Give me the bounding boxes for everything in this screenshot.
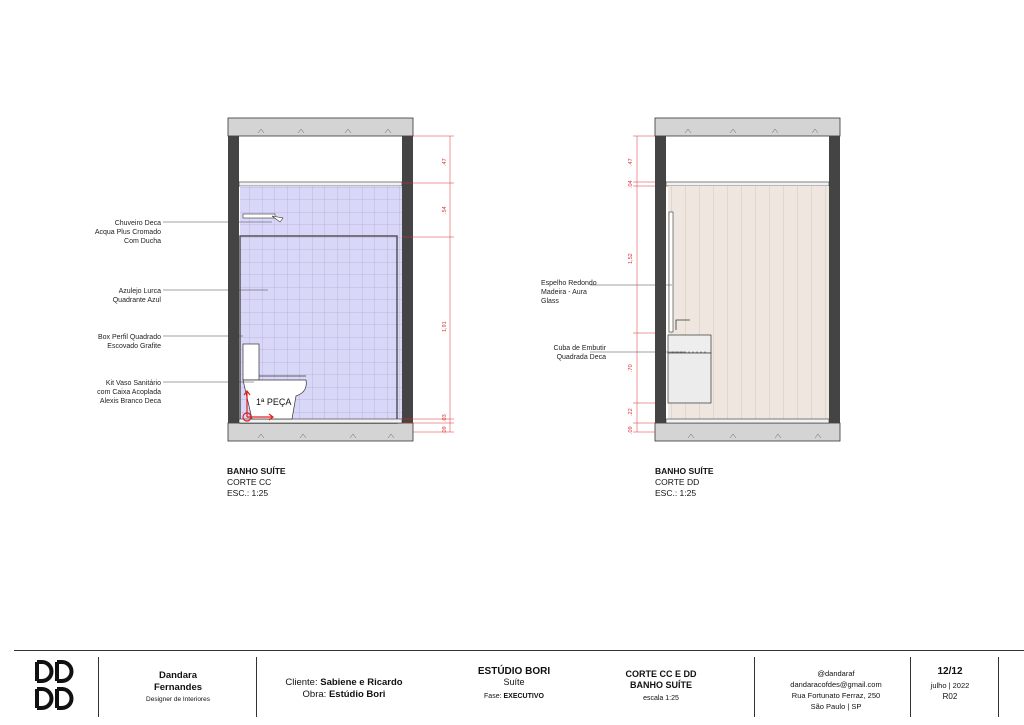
cc-dim-1: .47 — [442, 158, 448, 166]
sheet-scale: escala 1:25 — [643, 695, 679, 702]
dd-caption-title: BANHO SUÍTE — [655, 466, 714, 476]
cc-floor-slab — [228, 423, 413, 441]
dd-dim-3: 1,52 — [628, 253, 634, 264]
contact-address: Rua Fortunato Ferraz, 250 — [791, 691, 881, 700]
project-title: ESTÚDIO BORI — [477, 666, 551, 677]
dd-dim-6: .09 — [628, 426, 634, 434]
client-label: Cliente: — [285, 677, 318, 688]
dd-ceiling-slab — [655, 118, 840, 136]
issue-date: julho | 2022 — [930, 681, 970, 690]
contact-handle: @dandaraf — [817, 669, 855, 678]
cc-caption-scale: ESC.: 1:25 — [227, 488, 269, 498]
client-value: Sabiene e Ricardo — [320, 677, 403, 688]
dd-floor-slab — [655, 423, 840, 441]
project-room: Suíte — [503, 677, 525, 687]
work-value: Estúdio Bori — [328, 689, 386, 700]
client-line — [264, 677, 424, 689]
phase-value: EXECUTIVO — [503, 693, 544, 700]
phase-line — [454, 691, 574, 702]
work-line — [264, 689, 424, 701]
label-espelho: Espelho Redondo Madeira - Aura Glass — [541, 280, 597, 305]
designer-name: Dandara Fernandes — [153, 670, 203, 693]
page-number: 12/12 — [937, 666, 963, 677]
dd-dim-5: .22 — [628, 408, 634, 416]
label-box: Box Perfil Quadrado Escovado Grafite — [97, 334, 161, 350]
label-cuba: Cuba de Embutir Quadrada Deca — [553, 345, 606, 361]
revision: R02 — [942, 692, 958, 701]
cc-dim-5: .09 — [442, 426, 448, 434]
work-label: Obra: — [302, 689, 327, 700]
cc-caption-title: BANHO SUÍTE — [227, 466, 286, 476]
sheet-title-block — [596, 669, 726, 704]
designer-block — [110, 670, 246, 705]
cc-dim-3: 1,91 — [442, 321, 448, 332]
dd-left-wall — [655, 136, 666, 423]
label-vaso: Kit Vaso Sanitário com Caixa Acoplada Alexis Branco Deca — [97, 380, 161, 405]
cc-left-wall — [228, 136, 239, 423]
cc-right-wall — [402, 136, 413, 423]
label-chuveiro: Chuveiro Deca Acqua Plus Cromado Com Ducha — [94, 220, 161, 245]
dd-right-wall — [829, 136, 840, 423]
label-azulejo: Azulejo Lurca Quadrante Azul — [112, 288, 161, 304]
designer-role: Designer de Interiores — [146, 696, 210, 703]
phase-label: Fase: — [484, 693, 502, 700]
dd-caption — [655, 466, 714, 499]
dd-dim-4: .70 — [628, 364, 634, 372]
dd-dim-2: .04 — [628, 180, 634, 188]
dd-caption-subtitle: CORTE DD — [655, 477, 700, 487]
contact-block — [762, 668, 910, 712]
cc-ceiling-slab — [228, 118, 413, 136]
cc-dim-2: .54 — [442, 206, 448, 214]
cc-caption-subtitle: CORTE CC — [227, 477, 272, 487]
client-block — [264, 677, 424, 701]
contact-email: dandaracofdes@gmail.com — [790, 680, 882, 689]
dd-dim-1: .47 — [628, 158, 634, 166]
dd-caption-scale: ESC.: 1:25 — [655, 488, 697, 498]
dd-mirror — [669, 212, 673, 332]
sheet-title: CORTE CC E DD BANHO SUÍTE — [625, 669, 697, 690]
cc-caption — [227, 466, 286, 499]
cc-piece-tag: 1ª PEÇA — [256, 397, 292, 407]
title-block — [14, 650, 1024, 725]
project-block — [454, 666, 574, 702]
dddd-logo — [34, 659, 74, 713]
contact-city: São Paulo | SP — [810, 702, 862, 711]
page-block — [918, 666, 982, 702]
cc-dim-4: .03 — [442, 414, 448, 422]
